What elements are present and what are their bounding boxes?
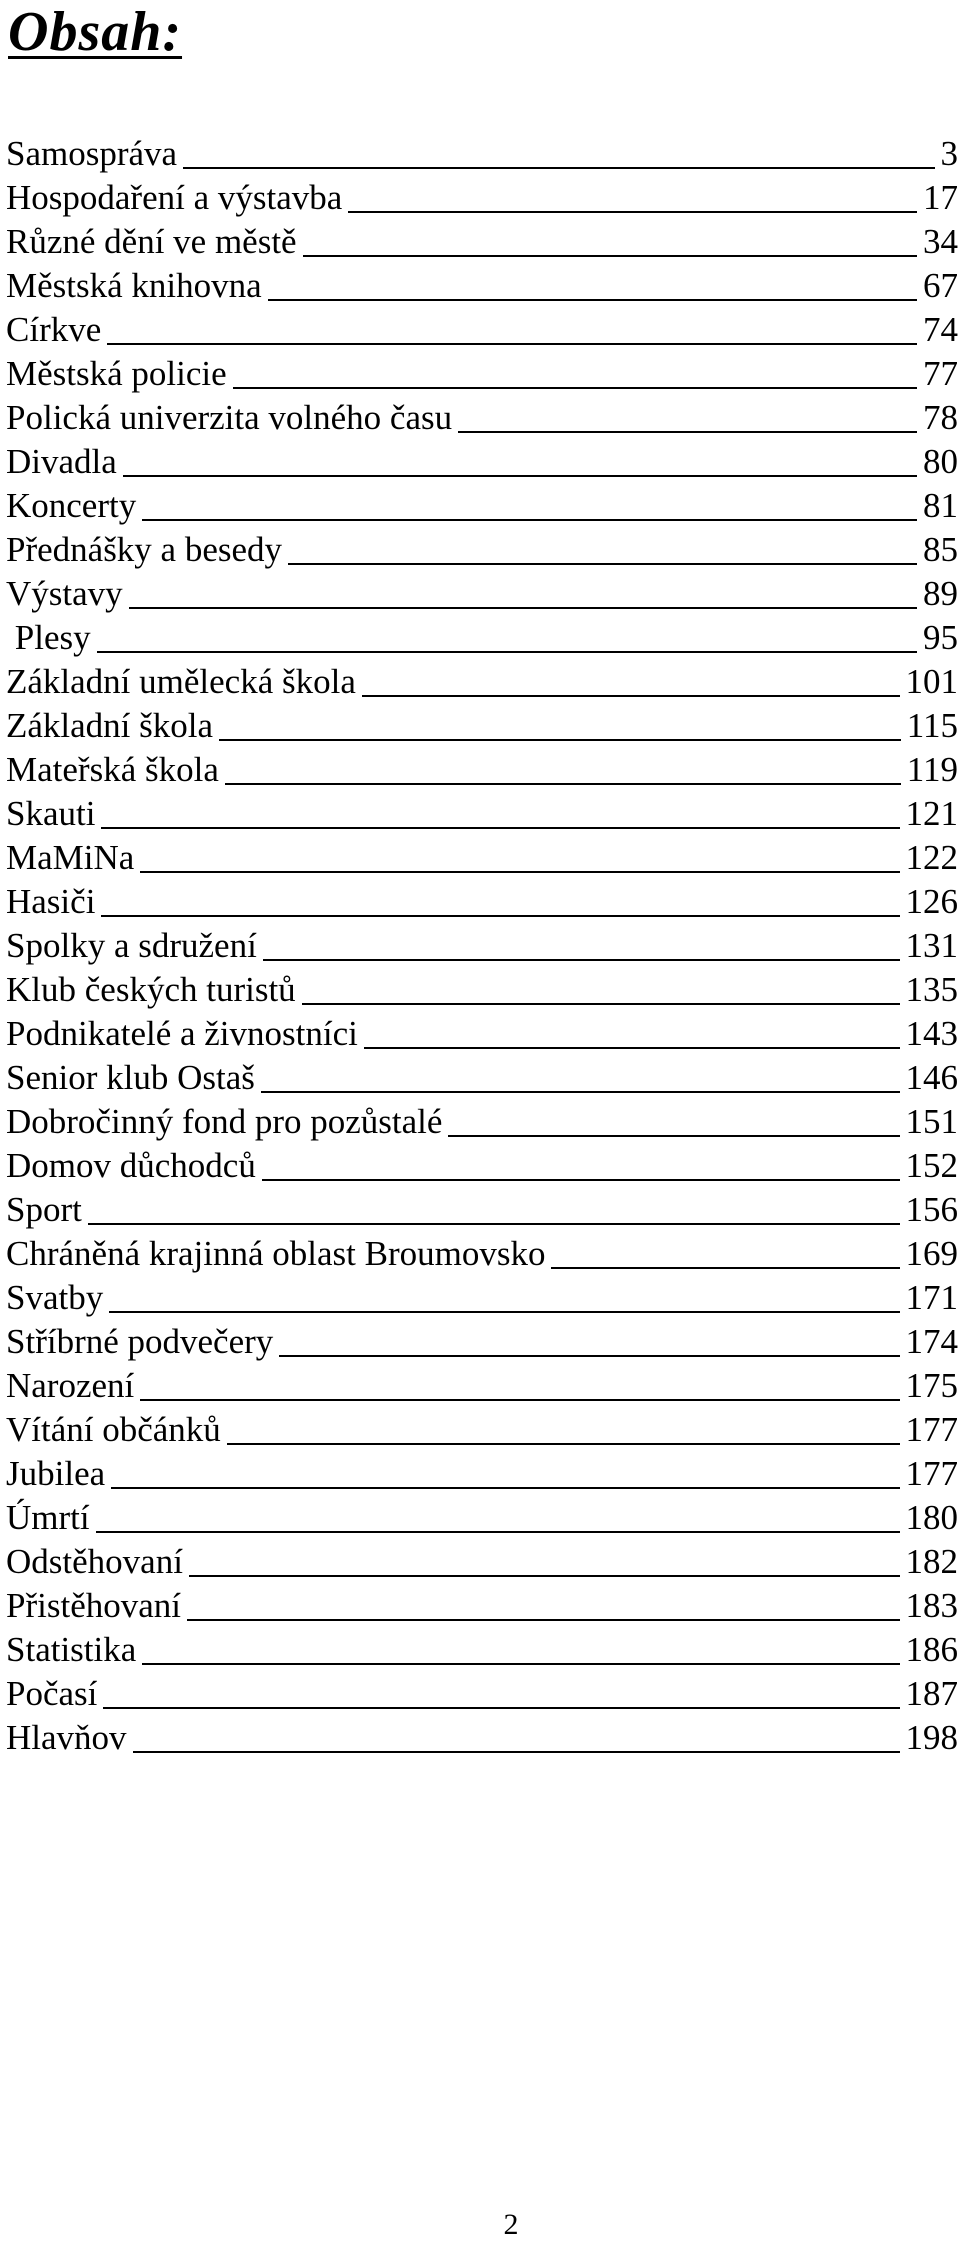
toc-entry-page-number: 183 — [905, 1586, 958, 1625]
toc-entry-page-number: 115 — [906, 706, 958, 745]
toc-entry — [6, 1232, 958, 1276]
toc-entry-page-number: 80 — [923, 442, 958, 481]
toc-entry-label: Hasiči — [6, 882, 96, 921]
page-title: Obsah: — [8, 1, 183, 63]
toc-entry-leader-line — [303, 255, 917, 257]
toc-entry — [6, 836, 958, 880]
toc-entry-leader-line — [97, 651, 917, 653]
toc-entry — [6, 528, 958, 572]
toc-entry-page-number: 152 — [905, 1146, 958, 1185]
toc-entry — [6, 968, 958, 1012]
toc-entry-leader-line — [261, 1091, 900, 1093]
toc-entry-label: Jubilea — [6, 1454, 106, 1493]
toc-entry — [6, 880, 958, 924]
toc-entry-leader-line — [219, 739, 901, 741]
toc-entry-label: Plesy — [6, 618, 91, 657]
toc-entry-label: Výstavy — [6, 574, 123, 613]
toc-entry-page-number: 171 — [905, 1278, 958, 1317]
toc-entry-leader-line — [225, 783, 901, 785]
toc-entry-leader-line — [233, 387, 917, 389]
toc-entry-leader-line — [288, 563, 917, 565]
toc-entry-leader-line — [279, 1355, 899, 1357]
toc-entry-leader-line — [348, 211, 917, 213]
toc-entry-page-number: 174 — [905, 1322, 958, 1361]
toc-entry-page-number: 175 — [905, 1366, 958, 1405]
toc-entry-page-number: 74 — [923, 310, 958, 349]
toc-entry — [6, 1540, 958, 1584]
toc-entry — [6, 704, 958, 748]
toc-entry-leader-line — [302, 1003, 900, 1005]
toc-entry-leader-line — [140, 1399, 899, 1401]
toc-entry-leader-line — [262, 1179, 900, 1181]
toc-entry-leader-line — [133, 1751, 900, 1753]
toc-entry-label: Přistěhovaní — [6, 1586, 181, 1625]
toc-entry-label: Městská knihovna — [6, 266, 262, 305]
toc-entry-leader-line — [123, 475, 917, 477]
toc-entry-page-number: 17 — [923, 178, 958, 217]
toc-entry-leader-line — [458, 431, 917, 433]
toc-entry — [6, 264, 958, 308]
toc-entry — [6, 1188, 958, 1232]
toc-entry-page-number: 85 — [923, 530, 958, 569]
toc-entry-leader-line — [189, 1575, 900, 1577]
toc-entry-label: Polická univerzita volného času — [6, 398, 453, 437]
toc-entry — [6, 924, 958, 968]
toc-entry — [6, 352, 958, 396]
toc-entry-page-number: 180 — [905, 1498, 958, 1537]
toc-entry-page-number: 95 — [923, 618, 958, 657]
toc-entry — [6, 484, 958, 528]
toc-entry — [6, 1672, 958, 1716]
toc-entry-label: Základní umělecká škola — [6, 662, 356, 701]
toc-entry — [6, 572, 958, 616]
toc-entry-page-number: 122 — [905, 838, 958, 877]
toc-entry-leader-line — [362, 695, 900, 697]
toc-entry-label: Svatby — [6, 1278, 104, 1317]
toc-entry-page-number: 151 — [905, 1102, 958, 1141]
toc-entry-page-number: 89 — [923, 574, 958, 613]
toc-entry-leader-line — [111, 1487, 899, 1489]
toc-entry-page-number: 101 — [905, 662, 958, 701]
toc-entry — [6, 396, 958, 440]
toc-entry-page-number: 119 — [906, 750, 958, 789]
toc-entry-label: Základní škola — [6, 706, 214, 745]
toc-entry-leader-line — [142, 519, 917, 521]
toc-entry — [6, 1100, 958, 1144]
toc-entry — [6, 1716, 958, 1760]
toc-entry — [6, 1364, 958, 1408]
toc-entry — [6, 308, 958, 352]
toc-entry-leader-line — [88, 1223, 900, 1225]
toc-entry — [6, 176, 958, 220]
toc-entry-page-number: 81 — [923, 486, 958, 525]
toc-entry-page-number: 186 — [905, 1630, 958, 1669]
toc-entry-leader-line — [142, 1663, 899, 1665]
toc-entry-label: Sport — [6, 1190, 82, 1229]
toc-entry-label: Dobročinný fond pro pozůstalé — [6, 1102, 443, 1141]
toc-entry-label: Církve — [6, 310, 102, 349]
toc-entry-leader-line — [129, 607, 917, 609]
toc-entry — [6, 748, 958, 792]
toc-entry — [6, 1408, 958, 1452]
toc-entry-label: Různé dění ve městě — [6, 222, 297, 261]
toc-entry-page-number: 131 — [905, 926, 958, 965]
toc-entry-label: Chráněná krajinná oblast Broumovsko — [6, 1234, 546, 1273]
toc-entry-label: Hospodaření a výstavba — [6, 178, 343, 217]
toc-entry-label: Narození — [6, 1366, 135, 1405]
toc-entry-leader-line — [551, 1267, 899, 1269]
toc-entry-label: Odstěhovaní — [6, 1542, 183, 1581]
toc-entry — [6, 132, 958, 176]
toc-entry-page-number: 182 — [905, 1542, 958, 1581]
toc-entry-page-number: 121 — [905, 794, 958, 833]
toc-entry-label: Skauti — [6, 794, 96, 833]
toc-entry-page-number: 169 — [905, 1234, 958, 1273]
toc-entry — [6, 1012, 958, 1056]
toc-entry-leader-line — [103, 1707, 899, 1709]
toc-entry-page-number: 34 — [923, 222, 958, 261]
toc-entry-leader-line — [183, 167, 934, 169]
toc-entry-label: Spolky a sdružení — [6, 926, 257, 965]
toc-entry-label: Domov důchodců — [6, 1146, 256, 1185]
toc-entry-page-number: 135 — [905, 970, 958, 1009]
toc-entry-page-number: 3 — [940, 134, 958, 173]
toc-entry-label: Městská policie — [6, 354, 227, 393]
toc-entry — [6, 1628, 958, 1672]
toc-entry-label: MaMiNa — [6, 838, 135, 877]
toc-entry-leader-line — [101, 827, 899, 829]
toc-entry-page-number: 126 — [905, 882, 958, 921]
toc-entry-page-number: 198 — [905, 1718, 958, 1757]
toc-entry-page-number: 177 — [905, 1410, 958, 1449]
toc-entry-label: Hlavňov — [6, 1718, 127, 1757]
toc-entry — [6, 1144, 958, 1188]
toc-entry-page-number: 177 — [905, 1454, 958, 1493]
toc-entry-label: Stříbrné podvečery — [6, 1322, 274, 1361]
toc-entry-page-number: 143 — [905, 1014, 958, 1053]
toc-entry-label: Mateřská škola — [6, 750, 219, 789]
toc-entry-leader-line — [140, 871, 899, 873]
toc-entry-page-number: 187 — [905, 1674, 958, 1713]
toc-entry — [6, 1056, 958, 1100]
toc-entry — [6, 1452, 958, 1496]
toc-entry — [6, 1584, 958, 1628]
toc-entry — [6, 792, 958, 836]
toc-entry-label: Statistika — [6, 1630, 137, 1669]
toc-entry — [6, 1276, 958, 1320]
toc-entry-page-number: 156 — [905, 1190, 958, 1229]
toc-entry-label: Klub českých turistů — [6, 970, 296, 1009]
toc-entry — [6, 220, 958, 264]
toc-entry-label: Samospráva — [6, 134, 178, 173]
toc-entry-leader-line — [448, 1135, 899, 1137]
toc-entry-label: Senior klub Ostaš — [6, 1058, 255, 1097]
toc-entry-leader-line — [187, 1619, 900, 1621]
toc-entry-leader-line — [268, 299, 917, 301]
toc-entry — [6, 616, 958, 660]
toc-entry — [6, 1496, 958, 1540]
toc-entry-leader-line — [101, 915, 899, 917]
toc-entry-page-number: 77 — [923, 354, 958, 393]
toc-entry-label: Přednášky a besedy — [6, 530, 283, 569]
toc-entry — [6, 660, 958, 704]
toc-entry-leader-line — [107, 343, 917, 345]
page-number: 2 — [503, 2208, 519, 2241]
toc-entry-label: Podnikatelé a živnostníci — [6, 1014, 358, 1053]
toc-entry-leader-line — [227, 1443, 900, 1445]
toc-entry-label: Divadla — [6, 442, 117, 481]
toc-entry-leader-line — [364, 1047, 900, 1049]
toc-entry-leader-line — [263, 959, 900, 961]
toc-entry-page-number: 67 — [923, 266, 958, 305]
table-of-contents — [6, 132, 958, 1760]
toc-entry-page-number: 78 — [923, 398, 958, 437]
toc-entry-label: Koncerty — [6, 486, 137, 525]
toc-entry-page-number: 146 — [905, 1058, 958, 1097]
toc-entry-label: Vítání občánků — [6, 1410, 221, 1449]
toc-entry-label: Úmrtí — [6, 1498, 90, 1537]
toc-entry — [6, 1320, 958, 1364]
toc-entry-leader-line — [96, 1531, 900, 1533]
toc-entry — [6, 440, 958, 484]
toc-entry-label: Počasí — [6, 1674, 98, 1713]
toc-entry-leader-line — [109, 1311, 899, 1313]
